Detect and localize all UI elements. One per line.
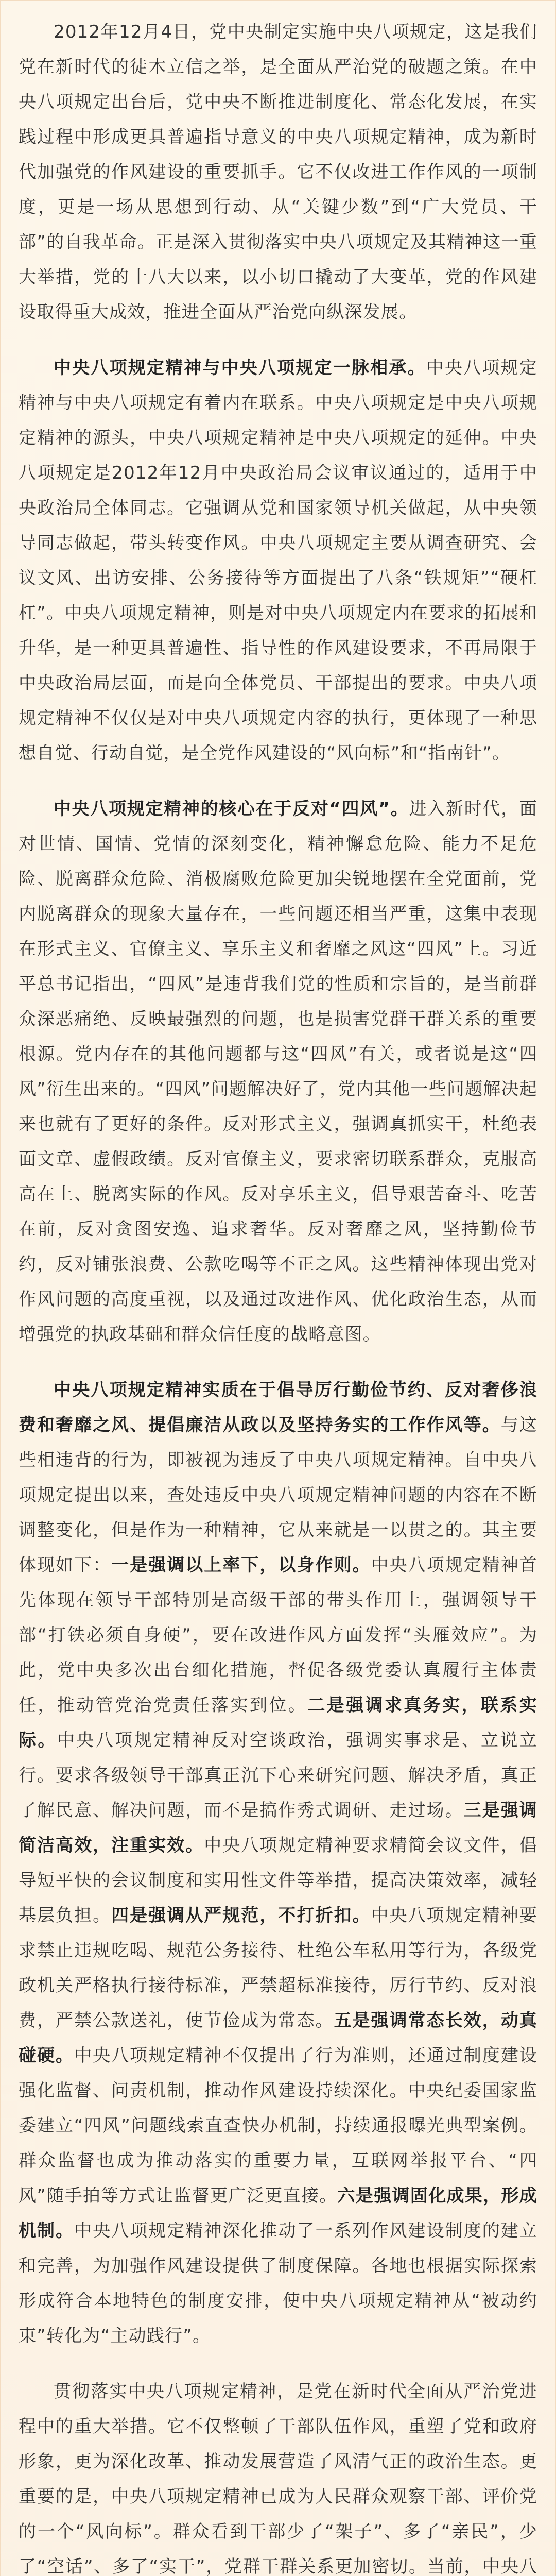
paragraph-text: 2012年12月4日，党中央制定实施中央八项规定，这是我们党在新时代的徒木立信之举，是全面从严治党的破题之策。在中央八项规定出台后，党中央不断推进制度化、常态化发展，在实践过程中形成更具普遍指导意义的中央八项规定精神，成为新时代加强党的作风建设的重要抓手。它不仅改进工作作风的一项制度，更是一场从思想到行动、从“关键少数”到“广大党员、干部”的自我革命。正是深入贯彻落实中央八项规定及其精神这一重大举措，党的十八大以来，以小切口撬动了大变革，党的作风建设取得重大成效，推进全面从严治党向纵深发展。 [19, 22, 537, 323]
paragraph-heading-text: 四是强调从严规范，不打折扣。 [111, 1905, 371, 1926]
paragraph-text: 中央八项规定精神要求禁止违规吃喝、规范公务接待、杜绝公车私用等行为，各级党政机关严格执行接待标准，严禁超标准接待，厉行节约、反对浪费，严禁公款送礼，使节俭成为常态。 [19, 1905, 537, 2031]
paragraph-text: 中央八项规定精神不仅提出了行为准则，还通过制度建设强化监督、问责机制，推动作风建设持续深化。中央纪委国家监委建立“四风”问题线索直查快办机制，持续通报曝光典型案例。群众监督也成为推动落实的重要力量，互联网举报平台、“四风”随手拍等方式让监督更广泛更直接。 [19, 2045, 537, 2206]
paragraph-heading-text: 二是强调求真务实，联系实际。 [19, 1695, 538, 1751]
paragraph-heading-text: 中央八项规定精神的核心在于反对“四风”。 [54, 799, 409, 819]
paragraph-text: 中央八项规定精神首先体现在领导干部特别是高级干部的带头作用上，强调领导干部“打铁必须自身硬”，要在改进作风方面发挥“头雁效应”。为此，党中央多次出台细化措施，督促各级党委认真履行主体责任，推动管党治党责任落实到位。 [19, 1555, 537, 1716]
paragraph-text: 中央八项规定精神反对空谈政治，强调实事求是、立说立行。要求各级领导干部真正沉下心来研究问题、解决矛盾，真正了解民意、解决问题，而不是搞作秀式调研、走过场。 [19, 1730, 538, 1821]
paragraph-heading-text: 中央八项规定精神与中央八项规定一脉相承。 [54, 358, 426, 378]
paragraph-text: 中央八项规定精神深化推动了一系列作风建设制度的建立和完善，为加强作风建设提供了制度保障。各地也根据实际探索形成符合本地特色的制度安排，使中央八项规定精神从“被动约束”转化为“主动践行”。 [19, 2221, 537, 2346]
paragraph-heading-text: 中央八项规定精神实质在于倡导厉行勤俭节约、反对奢侈浪费和奢靡之风、提倡廉洁从政以及坚持务实的工作作风等。 [19, 1380, 537, 1435]
article-paragraph [19, 2374, 537, 2576]
paragraph-heading-text: 三是强调简洁高效，注重实效。 [19, 1800, 537, 1856]
paragraph-heading-text: 五是强调常态长效，动真碰硬。 [19, 2010, 537, 2066]
article-paragraph [19, 350, 537, 771]
paragraph-heading-text: 六是强调固化成果，形成机制。 [19, 2185, 537, 2241]
paragraph-text: 贯彻落实中央八项规定精神，是党在新时代全面从严治党进程中的重大举措。它不仅整顿了干部队伍作风，重塑了党和政府形象，更为深化改革、推动发展营造了风清气正的政治生态。更重要的是，中央八项规定精神已成为人民群众观察干部、评价党的一个“风向标”。群众看到干部少了“架子”、多了“亲民”，少了“空话”、多了“实干”，党群干群关系更加密切。当前，中央八 [19, 2381, 537, 2576]
article-paragraph [19, 1372, 537, 2353]
paragraph-text: 与这些相违背的行为，即被视为违反了中央八项规定精神。自中央八项规定提出以来，查处违反中央八项规定精神问题的内容在不断调整变化，但是作为一种精神，它从来就是一以贯之的。其主要体现如下： [19, 1415, 537, 1575]
paragraph-text: 中央八项规定精神要求精简会议文件，倡导短平快的会议制度和实用性文件等举措，提高决策效率，减轻基层负担。 [19, 1835, 537, 1926]
paragraph-heading-text: 一是强调以上率下，以身作则。 [111, 1555, 371, 1575]
article-paragraph [19, 14, 537, 330]
article-paragraph [19, 791, 537, 1352]
article-body [19, 14, 537, 2576]
paragraph-text: 中央八项规定精神与中央八项规定有着内在联系。中央八项规定是中央八项规定精神的源头，中央八项规定精神是中央八项规定的延伸。中央八项规定是2012年12月中央政治局会议审议通过的，适用于中央政治局全体同志。它强调从党和国家领导机关做起，从中央领导同志做起，带头转变作风。中央八项规定主要从调查研究、会议文风、出访安排、公务接待等方面提出了八条“铁规矩”“硬杠杠”。中央八项规定精神，则是对中央八项规定内在要求的拓展和升华，是一种更具普遍性、指导性的作风建设要求，不再局限于中央政治局层面，而是向全体党员、干部提出的要求。中央八项规定精神不仅仅是对中央八项规定内容的执行，更体现了一种思想自觉、行动自觉，是全党作风建设的“风向标”和“指南针”。 [19, 358, 538, 764]
paragraph-text: 进入新时代，面对世情、国情、党情的深刻变化，精神懈怠危险、能力不足危险、脱离群众危险、消极腐败危险更加尖锐地摆在全党面前，党内脱离群众的现象大量存在，一些问题还相当严重，这集中表现在形式主义、官僚主义、享乐主义和奢靡之风这“四风”上。习近平总书记指出，“四风”是违背我们党的性质和宗旨的，是当前群众深恶痛绝、反映最强烈的问题，也是损害党群干群关系的重要根源。党内存在的其他问题都与这“四风”有关，或者说是这“四风”衍生出来的。“四风”问题解决好了，党内其他一些问题解决起来也就有了更好的条件。反对形式主义，强调真抓实干，杜绝表面文章、虚假政绩。反对官僚主义，要求密切联系群众，克服高高在上、脱离实际的作风。反对享乐主义，倡导艰苦奋斗、吃苦在前，反对贪图安逸、追求奢华。反对奢靡之风，坚持勤俭节约，反对铺张浪费、公款吃喝等不正之风。这些精神体现出党对作风问题的高度重视，以及通过改进作风、优化政治生态，从而增强党的执政基础和群众信任度的战略意图。 [19, 799, 537, 1345]
